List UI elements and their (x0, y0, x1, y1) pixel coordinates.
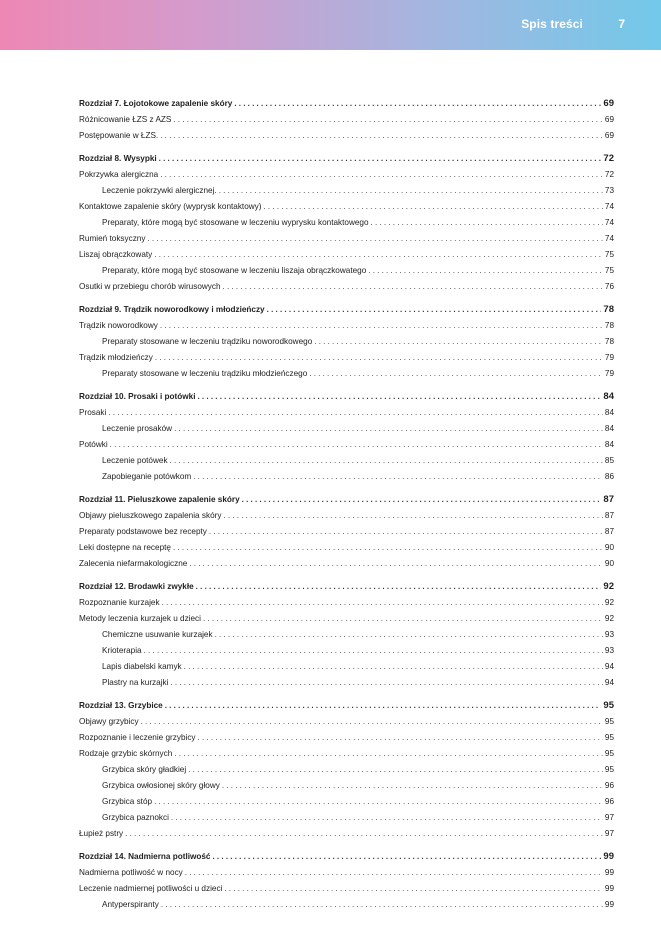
toc-entry-title: Chemiczne usuwanie kurzajek (102, 630, 213, 639)
toc-dot-leader (110, 437, 603, 453)
toc-page-number: 99 (603, 851, 614, 862)
toc-entry-title: Zalecenia niefarmakologiczne (79, 559, 188, 568)
toc-dot-leader (174, 421, 603, 437)
toc-page-number: 79 (604, 369, 614, 378)
toc-entry[interactable] (79, 318, 614, 334)
toc-entry[interactable] (79, 865, 614, 881)
toc-entry[interactable] (79, 675, 614, 691)
toc-dot-leader (234, 96, 601, 112)
toc-entry-title: Rodzaje grzybic skórnych (79, 749, 173, 758)
toc-entry-title: Objawy grzybicy (79, 717, 139, 726)
toc-page-number: 95 (604, 749, 614, 758)
header-title: Spis treści (521, 17, 583, 31)
toc-entry[interactable] (79, 778, 614, 794)
toc-chapter-entry[interactable] (79, 389, 614, 405)
toc-entry-title: Rozdział 7. Łojotokowe zapalenie skóry (79, 99, 233, 108)
toc-entry[interactable] (79, 453, 614, 469)
toc-entry-title: Osutki w przebiegu chorób wirusowych (79, 282, 221, 291)
toc-page-number: 99 (604, 868, 614, 877)
toc-entry-title: Leczenie pokrzywki alergicznej. (102, 186, 217, 195)
toc-page-number: 75 (604, 250, 614, 259)
toc-entry-title: Antyperspiranty (102, 900, 159, 909)
toc-dot-leader (170, 675, 602, 691)
toc-page-number: 85 (604, 456, 614, 465)
toc-dot-leader (141, 714, 603, 730)
toc-dot-leader (219, 183, 603, 199)
toc-entry[interactable] (79, 405, 614, 421)
toc-entry[interactable] (79, 746, 614, 762)
toc-dot-leader (314, 334, 603, 350)
toc-entry[interactable] (79, 421, 614, 437)
toc-page-number: 76 (604, 282, 614, 291)
page-header-banner (0, 0, 661, 50)
toc-entry[interactable] (79, 643, 614, 659)
toc-dot-leader (154, 247, 603, 263)
toc-entry-title: Rozdział 11. Pieluszkowe zapalenie skóry (79, 495, 240, 504)
toc-dot-leader (154, 794, 603, 810)
toc-dot-leader (189, 556, 603, 572)
toc-page-number: 90 (604, 543, 614, 552)
toc-entry-title: Rozdział 13. Grzybice (79, 701, 163, 710)
toc-entry-title: Leki dostępne na receptę (79, 543, 171, 552)
toc-entry-title: Preparaty stosowane w leczeniu trądziku młodzieńczego (102, 369, 308, 378)
toc-entry-title: Metody leczenia kurzajek u dzieci (79, 614, 201, 623)
toc-page-number: 84 (604, 408, 614, 417)
toc-entry[interactable] (79, 897, 614, 913)
toc-page-number: 72 (604, 170, 614, 179)
toc-dot-leader (159, 151, 602, 167)
toc-page-number: 73 (604, 186, 614, 195)
toc-page-number: 86 (604, 472, 614, 481)
toc-page-number: 90 (604, 559, 614, 568)
toc-entry[interactable] (79, 508, 614, 524)
toc-dot-leader (242, 492, 602, 508)
toc-entry[interactable] (79, 810, 614, 826)
toc-page-number: 92 (604, 614, 614, 623)
toc-entry[interactable] (79, 263, 614, 279)
toc-page-number: 95 (603, 700, 614, 711)
toc-dot-leader (309, 366, 603, 382)
toc-entry-title: Preparaty stosowane w leczeniu trądziku noworodkowego (102, 337, 313, 346)
toc-page-number: 87 (604, 511, 614, 520)
toc-entry-title: Plastry na kurzajki (102, 678, 169, 687)
toc-entry-title: Liszaj obrączkowaty (79, 250, 153, 259)
toc-page-number: 92 (604, 598, 614, 607)
toc-chapter-entry[interactable] (79, 698, 614, 714)
toc-entry-title: Lapis diabelski kamyk (102, 662, 182, 671)
toc-entry[interactable] (79, 540, 614, 556)
toc-page-number: 94 (604, 662, 614, 671)
toc-entry-title: Rozdział 12. Brodawki zwykłe (79, 582, 194, 591)
toc-page-number: 69 (604, 115, 614, 124)
toc-dot-leader (173, 112, 603, 128)
toc-entry-title: Grzybica skóry gładkiej (102, 765, 187, 774)
toc-entry-title: Leczenie nadmiernej potliwości u dzieci (79, 884, 223, 893)
toc-page-number: 97 (604, 829, 614, 838)
toc-page-number: 94 (604, 678, 614, 687)
toc-dot-leader (147, 231, 602, 247)
toc-dot-leader (160, 128, 603, 144)
toc-dot-leader (209, 524, 603, 540)
toc-page-number: 87 (603, 494, 614, 505)
toc-page-number: 96 (604, 797, 614, 806)
toc-entry-title: Krioterapia (102, 646, 142, 655)
toc-entry[interactable] (79, 524, 614, 540)
toc-entry-title: Preparaty, które mogą być stosowane w leczeniu liszaja obrączkowatego (102, 266, 367, 275)
toc-dot-leader (171, 810, 603, 826)
toc-entry[interactable] (79, 881, 614, 897)
toc-entry-title: Pokrzywka alergiczna (79, 170, 159, 179)
toc-entry-title: Grzybica stóp (102, 797, 153, 806)
toc-dot-leader (174, 746, 603, 762)
toc-page-number: 95 (604, 733, 614, 742)
toc-dot-leader (165, 698, 602, 714)
toc-entry[interactable] (79, 556, 614, 572)
toc-dot-leader (184, 659, 603, 675)
toc-entry-title: Trądzik młodzieńczy (79, 353, 153, 362)
toc-entry-title: Różnicowanie ŁZS z AZS (79, 115, 172, 124)
toc-dot-leader (188, 762, 603, 778)
toc-dot-leader (108, 405, 603, 421)
toc-dot-leader (160, 167, 603, 183)
toc-page-number: 87 (604, 527, 614, 536)
toc-page-number: 99 (604, 900, 614, 909)
toc-page-number: 69 (603, 98, 614, 109)
toc-dot-leader (222, 778, 603, 794)
toc-entry[interactable] (79, 794, 614, 810)
toc-entry-title: Rozdział 10. Prosaki i potówki (79, 392, 196, 401)
toc-entry[interactable] (79, 611, 614, 627)
toc-entry-title: Postępowanie w ŁZS. (79, 131, 159, 140)
toc-entry[interactable] (79, 366, 614, 382)
toc-page-number: 78 (604, 337, 614, 346)
toc-dot-leader (197, 389, 601, 405)
toc-entry-title: Preparaty, które mogą być stosowane w leczeniu wyprysku kontaktowego (102, 218, 369, 227)
toc-entry[interactable] (79, 334, 614, 350)
toc-chapter-entry[interactable] (79, 492, 614, 508)
toc-page-number: 95 (604, 717, 614, 726)
toc-entry-title: Nadmierna potliwość w nocy (79, 868, 183, 877)
toc-entry-title: Grzybica paznokci (102, 813, 169, 822)
header-page-number: 7 (618, 17, 625, 31)
toc-dot-leader (263, 199, 602, 215)
toc-dot-leader (223, 279, 603, 295)
toc-entry[interactable] (79, 247, 614, 263)
toc-chapter-entry[interactable] (79, 849, 614, 865)
toc-entry-title: Rumień toksyczny (79, 234, 146, 243)
toc-page-number: 97 (604, 813, 614, 822)
toc-entry[interactable] (79, 183, 614, 199)
toc-page-number: 84 (604, 440, 614, 449)
toc-page-number: 84 (603, 391, 614, 402)
toc-dot-leader (223, 508, 602, 524)
toc-dot-leader (198, 730, 603, 746)
toc-dot-leader (125, 826, 603, 842)
toc-page-number: 93 (604, 630, 614, 639)
toc-dot-leader (196, 579, 602, 595)
toc-dot-leader (215, 627, 603, 643)
toc-entry[interactable] (79, 659, 614, 675)
toc-entry[interactable] (79, 167, 614, 183)
toc-dot-leader (160, 318, 603, 334)
toc-entry-title: Rozdział 14. Nadmierna potliwość (79, 852, 211, 861)
toc-page-number: 74 (604, 202, 614, 211)
toc-entry-title: Rozdział 9. Trądzik noworodkowy i młodzieńczy (79, 305, 265, 314)
toc-page-number: 74 (604, 218, 614, 227)
toc-page-number: 78 (604, 321, 614, 330)
toc-dot-leader (224, 881, 603, 897)
toc-entry[interactable] (79, 714, 614, 730)
toc-dot-leader (267, 302, 602, 318)
toc-entry-title: Rozpoznanie kurzajek (79, 598, 160, 607)
toc-entry[interactable] (79, 279, 614, 295)
toc-entry-title: Grzybica owłosionej skóry głowy (102, 781, 220, 790)
toc-entry-title: Leczenie potówek (102, 456, 168, 465)
toc-entry[interactable] (79, 437, 614, 453)
toc-entry-title: Zapobieganie potówkom (102, 472, 192, 481)
toc-page-number: 69 (604, 131, 614, 140)
toc-dot-leader (170, 453, 603, 469)
toc-dot-leader (162, 595, 603, 611)
toc-entry-title: Rozpoznanie i leczenie grzybicy (79, 733, 196, 742)
toc-page-number: 78 (603, 304, 614, 315)
toc-entry-title: Rozdział 8. Wysypki (79, 154, 157, 163)
toc-dot-leader (173, 540, 603, 556)
toc-entry[interactable] (79, 469, 614, 485)
toc-entry-title: Preparaty podstawowe bez recepty (79, 527, 207, 536)
toc-dot-leader (203, 611, 603, 627)
toc-entry[interactable] (79, 112, 614, 128)
toc-page-number: 74 (604, 234, 614, 243)
toc-entry-title: Prosaki (79, 408, 107, 417)
toc-dot-leader (155, 350, 603, 366)
toc-chapter-entry[interactable] (79, 579, 614, 595)
toc-chapter-entry[interactable] (79, 151, 614, 167)
toc-entry[interactable] (79, 231, 614, 247)
toc-page-number: 84 (604, 424, 614, 433)
toc-entry-title: Objawy pieluszkowego zapalenia skóry (79, 511, 222, 520)
toc-entry[interactable] (79, 215, 614, 231)
toc-chapter-entry[interactable] (79, 302, 614, 318)
toc-page-number: 92 (603, 581, 614, 592)
toc-entry-title: Łupież pstry (79, 829, 124, 838)
toc-entry[interactable] (79, 128, 614, 144)
toc-dot-leader (212, 849, 601, 865)
toc-entry[interactable] (79, 730, 614, 746)
toc-entry[interactable] (79, 350, 614, 366)
toc-chapter-entry[interactable] (79, 96, 614, 112)
table-of-contents (79, 96, 614, 913)
toc-entry-title: Kontaktowe zapalenie skóry (wyprysk kontaktowy) (79, 202, 262, 211)
toc-entry-title: Trądzik noworodkowy (79, 321, 158, 330)
toc-page-number: 72 (603, 153, 614, 164)
toc-entry[interactable] (79, 826, 614, 842)
toc-dot-leader (368, 263, 603, 279)
toc-dot-leader (185, 865, 603, 881)
toc-dot-leader (193, 469, 603, 485)
toc-page-number: 95 (604, 765, 614, 774)
toc-page-number: 75 (604, 266, 614, 275)
toc-dot-leader (371, 215, 603, 231)
toc-entry[interactable] (79, 199, 614, 215)
toc-entry-title: Leczenie prosaków (102, 424, 173, 433)
toc-page-number: 79 (604, 353, 614, 362)
toc-entry[interactable] (79, 762, 614, 778)
toc-dot-leader (144, 643, 603, 659)
toc-entry-title: Potówki (79, 440, 108, 449)
toc-page-number: 96 (604, 781, 614, 790)
toc-entry[interactable] (79, 627, 614, 643)
toc-page-number: 99 (604, 884, 614, 893)
toc-dot-leader (161, 897, 603, 913)
toc-page-number: 93 (604, 646, 614, 655)
toc-entry[interactable] (79, 595, 614, 611)
